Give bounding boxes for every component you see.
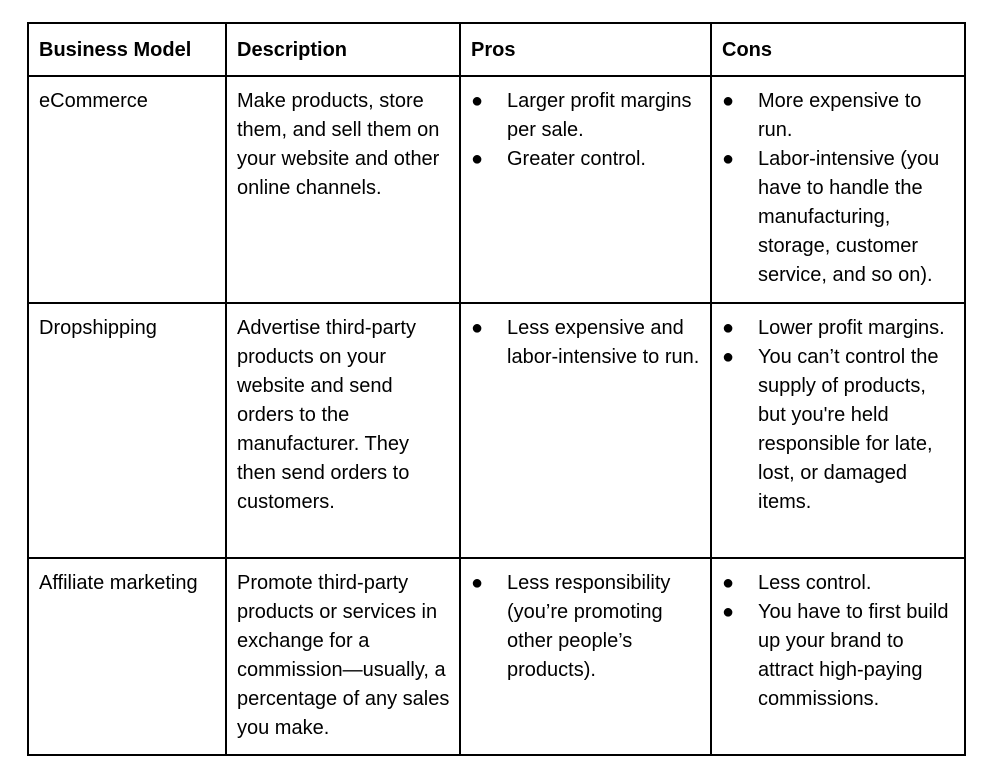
- list-item-text: More expensive to run.: [758, 90, 922, 141]
- cons-list: [722, 87, 956, 290]
- pros-cell: [460, 558, 711, 755]
- bullet-icon: ●: [471, 572, 484, 594]
- list-item-text: Greater control.: [507, 148, 646, 170]
- list-item: [722, 598, 956, 714]
- cons-cell: [711, 76, 965, 303]
- table-row: [28, 76, 965, 303]
- list-item-text: Less responsibility (you’re promoting other people’s products).: [507, 572, 671, 681]
- model-cell: Affiliate marketing: [28, 558, 226, 755]
- list-item: [471, 87, 702, 145]
- bullet-icon: ●: [722, 90, 735, 112]
- bullet-icon: ●: [471, 148, 484, 170]
- pros-list: [471, 87, 702, 174]
- description-cell: Make products, store them, and sell them on your website and other online channels.: [226, 76, 460, 303]
- business-models-table: [27, 22, 966, 756]
- list-item: [722, 145, 956, 290]
- pros-list: [471, 569, 702, 685]
- pros-cell: [460, 303, 711, 558]
- list-item-text: You have to first build up your brand to attract high-paying commissions.: [758, 601, 949, 710]
- bullet-icon: ●: [471, 90, 484, 112]
- cons-list: [722, 314, 956, 517]
- list-item-text: Labor-intensive (you have to handle the manufacturing, storage, customer service, and so on).: [758, 148, 940, 286]
- bullet-icon: ●: [722, 148, 735, 170]
- cons-list: [722, 569, 956, 714]
- table-row: [28, 303, 965, 558]
- list-item: [471, 314, 702, 372]
- bullet-icon: ●: [722, 601, 735, 623]
- list-item-text: Less control.: [758, 572, 872, 594]
- header-pros: Pros: [460, 23, 711, 76]
- list-item-text: Lower profit margins.: [758, 317, 945, 339]
- cons-cell: [711, 303, 965, 558]
- model-cell: eCommerce: [28, 76, 226, 303]
- list-item: [722, 314, 956, 343]
- model-cell: Dropshipping: [28, 303, 226, 558]
- header-description: Description: [226, 23, 460, 76]
- list-item-text: Larger profit margins per sale.: [507, 90, 692, 141]
- bullet-icon: ●: [722, 346, 735, 368]
- bullet-icon: ●: [722, 317, 735, 339]
- list-item: [722, 343, 956, 517]
- description-cell: Promote third-party products or services in exchange for a commission—usually, a percentage of any sales you make.: [226, 558, 460, 755]
- table-header-row: [28, 23, 965, 76]
- header-business-model: Business Model: [28, 23, 226, 76]
- pros-cell: [460, 76, 711, 303]
- bullet-icon: ●: [471, 317, 484, 339]
- list-item: [471, 145, 702, 174]
- cons-cell: [711, 558, 965, 755]
- table-row: [28, 558, 965, 755]
- header-cons: Cons: [711, 23, 965, 76]
- list-item-text: You can’t control the supply of products, but you're held responsible for late, lost, or damaged items.: [758, 346, 939, 513]
- list-item: [722, 569, 956, 598]
- pros-list: [471, 314, 702, 372]
- list-item: [471, 569, 702, 685]
- list-item: [722, 87, 956, 145]
- description-cell: Advertise third-party products on your website and send orders to the manufacturer. They then send orders to customers.: [226, 303, 460, 558]
- bullet-icon: ●: [722, 572, 735, 594]
- list-item-text: Less expensive and labor-intensive to run.: [507, 317, 700, 368]
